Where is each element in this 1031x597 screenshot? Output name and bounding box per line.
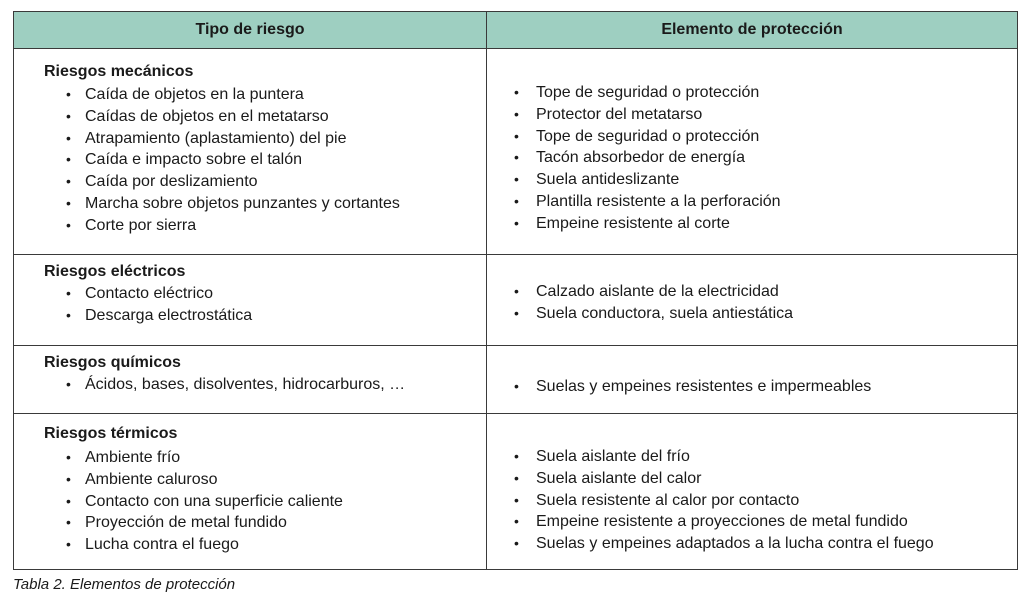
risk-type-cell xyxy=(14,49,487,255)
protection-list-item xyxy=(487,147,1017,169)
bullet-icon: • xyxy=(514,105,519,122)
risk-list-item xyxy=(14,215,486,237)
risk-list-item xyxy=(14,512,486,534)
bullet-icon: • xyxy=(514,283,519,299)
protection-item-text: Calzado aislante de la electricidad xyxy=(536,283,779,300)
risk-list-item xyxy=(14,283,486,305)
bullet-icon: • xyxy=(514,491,519,508)
table-body xyxy=(14,49,1018,570)
protection-element-cell xyxy=(487,414,1018,570)
risk-type-cell xyxy=(14,414,487,570)
bullet-icon: • xyxy=(514,513,519,530)
risk-item-text: Marcha sobre objetos punzantes y cortantes xyxy=(85,194,400,212)
bullet-icon: • xyxy=(514,535,519,552)
protection-table-container xyxy=(13,11,1017,570)
risk-item-text: Proyección de metal fundido xyxy=(85,514,287,532)
bullet-icon: • xyxy=(66,285,71,301)
risk-type-cell xyxy=(14,346,487,414)
risk-list-item xyxy=(14,374,486,396)
risk-item-text: Caída de objetos en la puntera xyxy=(85,86,304,103)
risk-item-text: Caída por deslizamiento xyxy=(85,173,258,191)
risk-list-item xyxy=(14,193,486,215)
protection-list-item xyxy=(487,376,1017,398)
bullet-icon: • xyxy=(514,171,519,188)
protection-list-item xyxy=(487,169,1017,191)
protection-list-item xyxy=(487,511,1017,533)
risk-item-text: Ácidos, bases, disolventes, hidrocarburos, … xyxy=(85,376,406,393)
protection-item-text: Suela resistente al calor por contacto xyxy=(536,491,800,509)
protection-list-item xyxy=(487,490,1017,512)
risk-category-title: Riesgos químicos xyxy=(44,354,181,371)
risk-category-title: Riesgos mecánicos xyxy=(44,63,194,80)
bullet-icon: • xyxy=(66,449,71,465)
bullet-icon: • xyxy=(514,378,519,394)
bullet-icon: • xyxy=(66,107,71,124)
risk-item-text: Contacto con una superficie caliente xyxy=(85,492,343,510)
protection-list-item xyxy=(487,126,1017,148)
risk-list-item xyxy=(14,149,486,171)
risk-list-item xyxy=(14,84,486,106)
protection-item-text: Tacón absorbedor de energía xyxy=(536,149,746,167)
risk-list xyxy=(14,283,486,327)
risk-list-item xyxy=(14,128,486,150)
protection-list-item xyxy=(487,303,1017,325)
risk-item-text: Contacto eléctrico xyxy=(85,285,214,302)
bullet-icon: • xyxy=(66,173,71,190)
protection-item-text: Tope de seguridad o protección xyxy=(536,127,760,145)
risk-list xyxy=(14,374,486,396)
protection-item-text: Suela conductora, suela antiestática xyxy=(536,304,794,322)
risk-category-title: Riesgos térmicos xyxy=(44,425,178,442)
risk-list-item xyxy=(14,491,486,513)
header-elemento-de-proteccion: Elemento de protección xyxy=(487,12,1018,49)
bullet-icon: • xyxy=(66,536,71,553)
bullet-icon: • xyxy=(514,84,519,100)
risk-list-item xyxy=(14,171,486,193)
risk-list-item xyxy=(14,534,486,556)
protection-element-cell xyxy=(487,255,1018,346)
table-caption: Tabla 2. Elementos de protección xyxy=(13,576,236,593)
protection-table xyxy=(13,11,1018,570)
protection-list-item xyxy=(487,104,1017,126)
bullet-icon: • xyxy=(66,470,71,487)
table-row xyxy=(14,346,1018,414)
protection-element-cell xyxy=(487,346,1018,414)
bullet-icon: • xyxy=(66,216,71,233)
protection-list-item xyxy=(487,281,1017,303)
risk-category-title: Riesgos eléctricos xyxy=(44,263,186,280)
risk-item-text: Caída e impacto sobre el talón xyxy=(85,151,303,169)
bullet-icon: • xyxy=(514,304,519,321)
protection-item-text: Protector del metatarso xyxy=(536,105,703,123)
protection-list xyxy=(487,376,1017,398)
protection-list xyxy=(487,82,1017,235)
table-row xyxy=(14,414,1018,570)
protection-item-text: Suela aislante del calor xyxy=(536,469,702,487)
risk-list xyxy=(14,447,486,556)
header-tipo-de-riesgo: Tipo de riesgo xyxy=(14,12,487,49)
protection-list-item xyxy=(487,468,1017,490)
protection-item-text: Plantilla resistente a la perforación xyxy=(536,192,781,210)
risk-item-text: Lucha contra el fuego xyxy=(85,536,239,554)
risk-list-item xyxy=(14,305,486,327)
risk-item-text: Ambiente frío xyxy=(85,449,181,466)
risk-item-text: Corte por sierra xyxy=(85,216,197,234)
protection-item-text: Tope de seguridad o protección xyxy=(536,84,760,101)
protection-item-text: Suela aislante del frío xyxy=(536,448,690,465)
protection-list xyxy=(487,446,1017,555)
bullet-icon: • xyxy=(66,194,71,211)
table-row xyxy=(14,255,1018,346)
risk-list-item xyxy=(14,106,486,128)
bullet-icon: • xyxy=(514,127,519,144)
bullet-icon: • xyxy=(66,129,71,146)
protection-item-text: Suelas y empeines adaptados a la lucha contra el fuego xyxy=(536,535,934,553)
protection-item-text: Suelas y empeines resistentes e impermeables xyxy=(536,378,872,395)
risk-item-text: Atrapamiento (aplastamiento) del pie xyxy=(85,129,347,147)
bullet-icon: • xyxy=(514,149,519,166)
bullet-icon: • xyxy=(514,448,519,464)
protection-list-item xyxy=(487,191,1017,213)
risk-item-text: Descarga electrostática xyxy=(85,306,253,324)
bullet-icon: • xyxy=(66,492,71,509)
protection-list-item xyxy=(487,446,1017,468)
risk-item-text: Ambiente caluroso xyxy=(85,470,218,488)
protection-item-text: Empeine resistente al corte xyxy=(536,214,730,232)
table-row xyxy=(14,49,1018,255)
protection-list-item xyxy=(487,82,1017,104)
risk-list xyxy=(14,84,486,237)
protection-list xyxy=(487,281,1017,325)
risk-list-item xyxy=(14,469,486,491)
bullet-icon: • xyxy=(66,86,71,102)
table-header-row xyxy=(14,12,1018,49)
bullet-icon: • xyxy=(66,514,71,531)
bullet-icon: • xyxy=(514,214,519,231)
protection-item-text: Empeine resistente a proyecciones de metal fundido xyxy=(536,513,908,531)
protection-list-item xyxy=(487,213,1017,235)
risk-item-text: Caídas de objetos en el metatarso xyxy=(85,107,329,125)
protection-element-cell xyxy=(487,49,1018,255)
bullet-icon: • xyxy=(514,192,519,209)
risk-type-cell xyxy=(14,255,487,346)
bullet-icon: • xyxy=(66,376,71,392)
bullet-icon: • xyxy=(66,306,71,323)
bullet-icon: • xyxy=(66,151,71,168)
protection-list-item xyxy=(487,533,1017,555)
bullet-icon: • xyxy=(514,469,519,486)
risk-list-item xyxy=(14,447,486,469)
protection-item-text: Suela antideslizante xyxy=(536,171,680,189)
